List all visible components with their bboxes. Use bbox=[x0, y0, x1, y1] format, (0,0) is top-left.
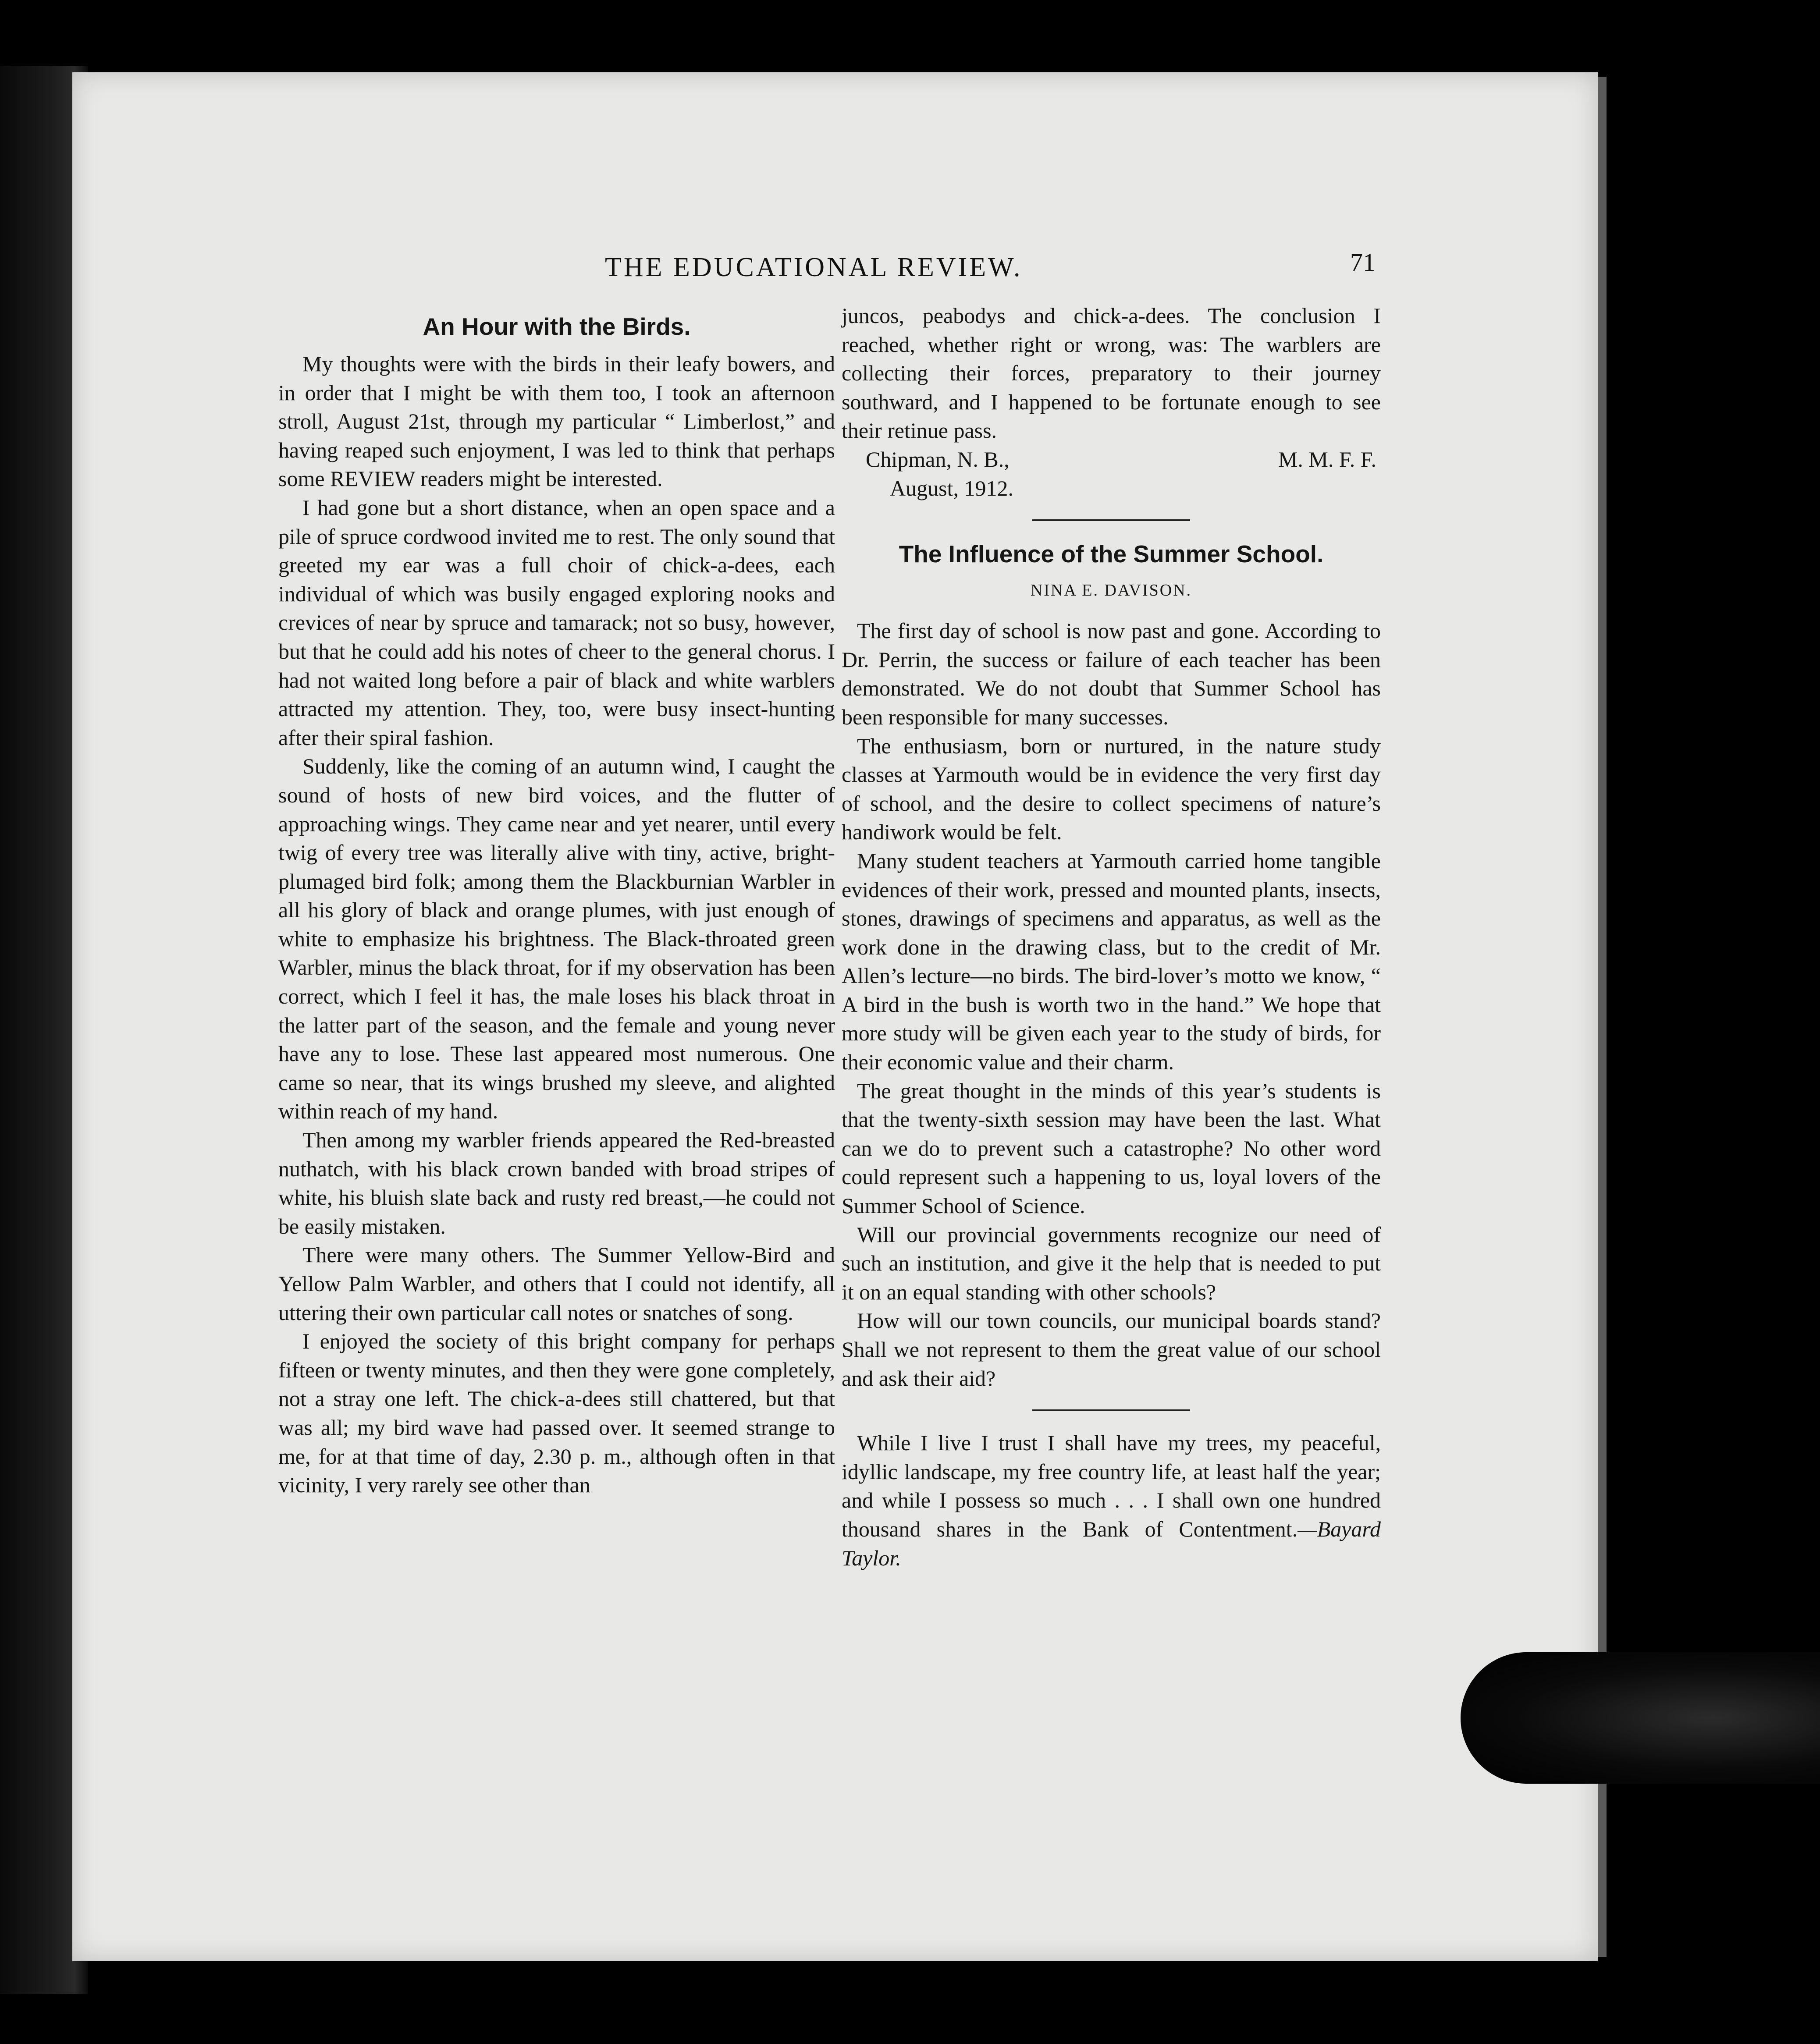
quote-ellipsis: . . . bbox=[1114, 1488, 1148, 1513]
paragraph: How will our town councils, our municipal boards stand? Shall we not represent to them the great value of our school and ask their aid? bbox=[842, 1308, 1381, 1391]
quote-attribution: —Bayard Taylor. bbox=[842, 1516, 1381, 1570]
quote bbox=[842, 1429, 1381, 1572]
paragraph: Then among my warbler friends appeared the Red-breasted nuthatch, with his black crown banded with broad stripes of white, his bluish slate back and rusty red breast,—he could not be easily mistaken. bbox=[278, 1128, 835, 1238]
article-title: The Influence of the Summer School. bbox=[899, 540, 1324, 568]
quote-text: While I live I trust I shall have my trees, my peaceful, idyllic landscape, my free country life, at least half the year; and while I possess so much bbox=[842, 1430, 1381, 1513]
paragraph: The enthusiasm, born or nurtured, in the nature study classes at Yarmouth would be in evidence the very first day of school, and the desire to collect specimens of nature’s handiwork would be felt. bbox=[842, 733, 1381, 845]
left-column bbox=[278, 311, 835, 1500]
paragraph: The great thought in the minds of this year’s students is that the twenty-sixth session may have been the last. What can we do to prevent such a catastrophe? No other word could represent such a happening to us, loyal lovers of the Summer School of Science. bbox=[842, 1078, 1381, 1218]
section-divider bbox=[1032, 519, 1190, 521]
signoff bbox=[842, 445, 1381, 474]
signoff-place: Chipman, N. B., bbox=[866, 447, 1010, 472]
paragraph: I had gone but a short distance, when an open space and a pile of spruce cordwood invited me to rest. The only sound that greeted my ear was a full choir of chick-a-dees, each individual of which was busily engaged exploring nooks and crevices of near by spruce and tamarack; not so busy, however, but that he could add his notes of cheer to the general chorus. I had not waited long before a pair of black and white warblers attracted my attention. They, too, were busy insect-hunting after their spiral fashion. bbox=[278, 495, 835, 750]
paragraph: I enjoyed the society of this bright company for perhaps fifteen or twenty minutes, and then they were gone completely, not a stray one left. The chick-a-dees still chattered, but that was all; my bird wave had passed over. It seemed strange to me, for at that time of day, 2.30 p. m., although often in that vicinity, I very rarely see other than bbox=[278, 1329, 835, 1498]
right-column bbox=[842, 302, 1381, 1572]
paragraph: Suddenly, like the coming of an autumn wind, I caught the sound of hosts of new bird voices, and the flutter of approaching wings. They came near and yet nearer, until every twig of every tree was literally alive with tiny, active, bright-plumaged bird folk; among them the Blackburnian Warbler in all his glory of black and orange plumes, with just enough of white to emphasize his brightness. The Black-throated green Warbler, minus the black throat, for if my observation has been correct, which I feel it has, the male loses his black throat in the latter part of the season, and the female and young never have any to lose. These last appeared most numerous. One came so near, that its wings brushed my sleeve, and alighted within reach of my hand. bbox=[278, 754, 835, 1124]
article-author: NINA E. DAVISON. bbox=[1030, 581, 1192, 600]
paragraph: The first day of school is now past and gone. According to Dr. Perrin, the success or failure of each teacher has been demonstrated. We do not doubt that Summer School has been responsible for many successes. bbox=[842, 618, 1381, 729]
signoff-initials: M. M. F. F. bbox=[1278, 447, 1376, 472]
paragraph: There were many others. The Summer Yellow-Bird and Yellow Palm Warbler, and others that I could not identify, all uttering their own particular call notes or snatches of song. bbox=[278, 1242, 835, 1325]
article-title: An Hour with the Birds. bbox=[423, 313, 691, 340]
paragraph-continuation: juncos, peabodys and chick-a-dees. The conclusion I reached, whether right or wrong, was: The warblers are collecting their forces, preparatory to their journey southward, and I happened to be fortunate enough to see their retinue pass. bbox=[842, 303, 1381, 443]
quote-text-end: I shall own one hundred thousand shares in the Bank of Contentment. bbox=[842, 1488, 1381, 1541]
running-head: THE EDUCATIONAL REVIEW. bbox=[605, 252, 1023, 282]
signoff-date: August, 1912. bbox=[890, 476, 1013, 500]
paragraph: Will our provincial governments recognize our need of such an institution, and give it the help that is needed to put it on an equal standing with other schools? bbox=[842, 1222, 1381, 1304]
binder-clip bbox=[1461, 1652, 1820, 1784]
page-number: 71 bbox=[1350, 248, 1376, 277]
section-divider bbox=[1032, 1409, 1190, 1411]
paragraph: Many student teachers at Yarmouth carried home tangible evidences of their work, pressed and mounted plants, insects, stones, drawings of specimens and apparatus, as well as the work done in the drawing class, but to the credit of Mr. Allen’s lecture—no birds. The bird-lover’s motto we know, “ A bird in the bush is worth two in the hand.” We hope that more study will be given each year to the study of birds, for their economic value and their charm. bbox=[842, 848, 1381, 1075]
paragraph: My thoughts were with the birds in their leafy bowers, and in order that I might be with them too, I took an afternoon stroll, August 21st, through my particular “ Limberlost,” and having reaped such enjoyment, I was led to think that perhaps some REVIEW readers might be interested. bbox=[278, 351, 835, 491]
